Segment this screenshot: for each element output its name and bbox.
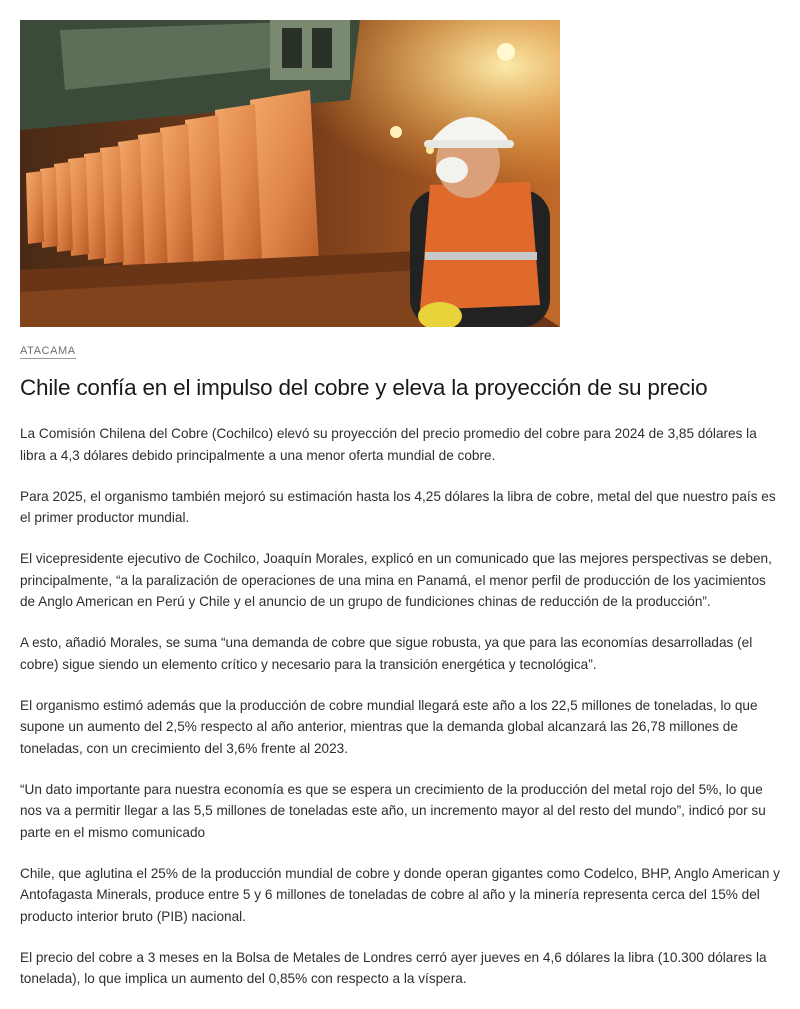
- article-paragraph: Chile, que aglutina el 25% de la producción mundial de cobre y donde operan gigantes como Codelco, BHP, Anglo American y Antofagasta Minerals, produce entre 5 y 6 millones de toneladas de cobre al año y la minería representa cerca del 15% del producto interior bruto (PIB) nacional.: [20, 865, 780, 924]
- article-paragraph: A esto, añadió Morales, se suma “una demanda de cobre que sigue robusta, ya que para las economías desarrolladas (el cobre) sigue siendo un elemento crítico y necesario para la transición energética y tecnológica”.: [20, 635, 753, 672]
- article-body: [20, 423, 780, 990]
- article-paragraph: “Un dato importante para nuestra economía es que se espera un crecimiento de la producción del metal rojo del 5%, lo que nos va a permitir llegar a las 5,5 millones de toneladas este año, un incremento mayor al del resto del mundo”, indicó por su parte en el mismo comunicado: [20, 781, 766, 840]
- article-paragraph: El organismo estimó además que la producción de cobre mundial llegará este año a los 22,5 millones de toneladas, lo que supone un aumento del 2,5% respecto al año anterior, mientras que la demanda global alcanzará las 26,78 millones de toneladas, con un crecimiento del 3,6% frente al 2023.: [20, 697, 758, 756]
- article-paragraph: La Comisión Chilena del Cobre (Cochilco) elevó su proyección del precio promedio del cobre para 2024 de 3,85 dólares la libra a 4,3 dólares debido principalmente a una menor oferta mundial de cobre.: [20, 426, 757, 463]
- category-link[interactable]: ATACAMA: [20, 345, 76, 357]
- article-paragraph: El vicepresidente ejecutivo de Cochilco, Joaquín Morales, explicó en un comunicado que las mejores perspectivas se deben, principalmente, “a la paralización de operaciones de una mina en Panamá, el menor perfil de producción de los yacimientos de Anglo American en Perú y Chile y el anuncio de un grupo de fundiciones chinas de reducción de la producción”.: [20, 551, 772, 609]
- article: [20, 20, 780, 1009]
- article-paragraph: El precio del cobre a 3 meses en la Bolsa de Metales de Londres cerró ayer jueves en 4,6 dólares la libra (10.300 dólares la tonelada), lo que implica un aumento del 0,85% con respecto a la víspera.: [20, 949, 767, 986]
- article-paragraph: Para 2025, el organismo también mejoró su estimación hasta los 4,25 dólares la libra de cobre, metal del que nuestro país es el primer productor mundial.: [20, 488, 776, 525]
- copper-cathode-worker-image: [20, 20, 560, 327]
- article-headline: Chile confía en el impulso del cobre y eleva la proyección de su precio: [20, 375, 708, 400]
- hero-image: [20, 20, 560, 327]
